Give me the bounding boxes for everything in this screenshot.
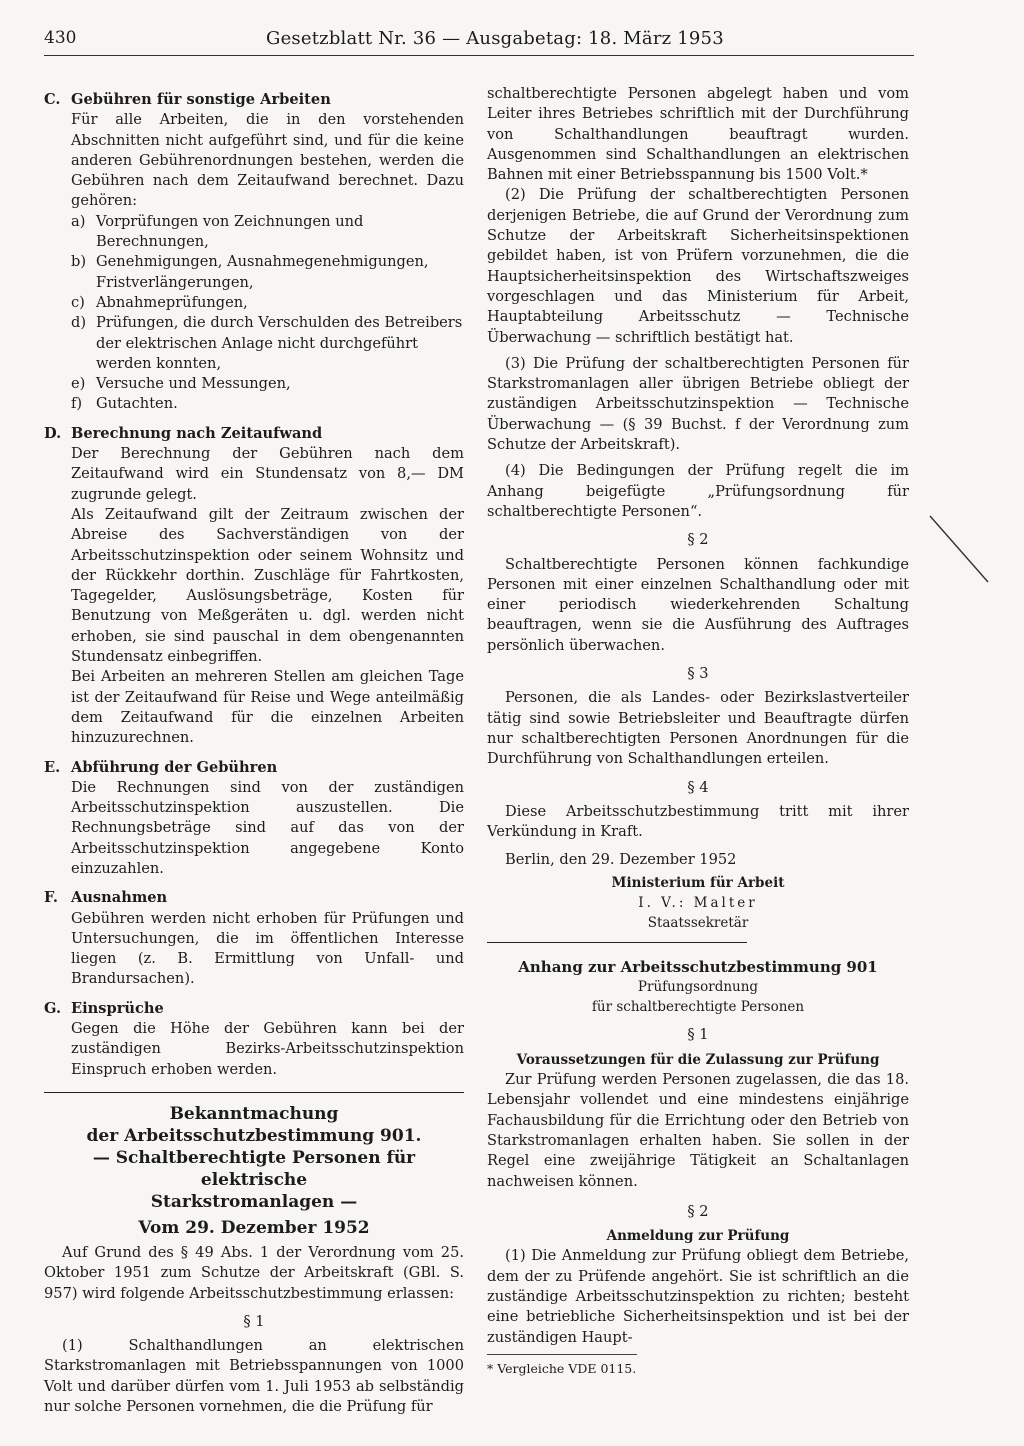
section-d-para-2: Als Zeitaufwand gilt der Zeitraum zwischen der Abreise des Sachverständigen von der Arbeitsschutzinspektion oder seinem Wohnsitz und der Rückkehr dorthin. Zuschläge für Fahrtkosten, Tagegelder, Auslösungsbeträge, Kosten für Benutzung von Meßgeräten u. dgl. werden nicht erhoben, sie sind pauschal in dem obengenannten Stundensatz einbegriffen. [71,505,464,666]
annex-subtitle-1: Prüfungsordnung [637,978,759,995]
section-heading-f: F. Ausnahmen [44,889,168,907]
annex-paragraph-sign-1: § 1 [687,1026,709,1044]
annex-paragraph-sign-2: § 2 [687,1202,709,1220]
header-rule [44,55,914,56]
footnote-rule [487,1354,637,1355]
annex-paragraph-1-heading: Voraussetzungen für die Zulassung zur Prüfung [516,1051,880,1068]
list-item-c: c) Abnahmeprüfungen, [71,293,248,311]
page-header [44,28,964,52]
paragraph-sign-2: § 2 [687,531,709,549]
footnote: * Vergleiche VDE 0115. [487,1360,637,1376]
list-item-f: f) Gutachten. [71,395,178,413]
annex-title: Anhang zur Arbeitsschutzbestimmung 901 [518,957,878,976]
signature-divider [487,942,747,943]
paragraph-4-text: Diese Arbeitsschutzbestimmung tritt mit ihrer Verkündung in Kraft. [487,802,909,841]
section-heading-c: C. Gebühren für sonstige Arbeiten [44,91,331,108]
announcement-intro: Auf Grund des § 49 Abs. 1 der Verordnung vom 25. Oktober 1951 zum Schutze der Arbeitskraft (GBl. S. 957) wird folgende Arbeitsschutzbestimmung erlassen: [44,1243,464,1302]
list-item-e: e) Versuche und Messungen, [71,375,291,393]
place-date: Berlin, den 29. Dezember 1952 [505,851,737,869]
section-f-para: Gebühren werden nicht erhoben für Prüfungen und Untersuchungen, die im öffentlichen Interesse liegen (z. B. Ermittlung von Unfall- und Brandursachen). [71,909,464,988]
list-item-a: a) Vorprüfungen von Zeichnungen und Berechnungen, [71,212,364,251]
page-number: 430 [44,28,77,48]
list-item-b: b) Genehmigungen, Ausnahmegenehmigungen, Fristverlängerungen, [71,253,429,291]
annex-paragraph-1-text: Zur Prüfung werden Personen zugelassen, die das 18. Lebensjahr vollendet und eine mindestens einjährige Fachausbildung für die Errichtung oder den Betrieb von Starkstromanlagen erhalten haben. Sie sollen in der Regel eine zweijährige Tätigkeit an Schaltanlagen nachweisen können. [487,1071,909,1190]
section-heading-g: G. Einsprüche [44,999,164,1017]
section-heading-e: E. Abführung der Gebühren [44,758,278,776]
right-column [487,84,909,1379]
paragraph-1-continued: schaltberechtigte Personen abgelegt haben und vom Leiter ihres Betriebes schriftlich mit der Durchführung von Schalthandlungen beauftragt wurden. Ausgenommen sind Schalthandlungen an elektrischen Bahnen mit einer Betriebsspannung bis 1500 Volt.* [487,85,909,184]
ministry-name: Ministerium für Arbeit [611,874,785,891]
section-g-para: Gegen die Höhe der Gebühren kann bei der zuständigen Bezirks-Arbeitsschutzinspektion Einspruch erhoben werden. [71,1020,464,1078]
section-divider [44,1092,464,1093]
paragraph-sign-1: § 1 [243,1312,265,1330]
section-c-intro: Für alle Arbeiten, die in den vorstehenden Abschnitten nicht aufgeführt sind, und für die keine anderen Gebührenordnungen bestehen, werden die Gebühren nach dem Zeitaufwand berechnet. Dazu gehören: [71,111,464,210]
signer-title: Staatssekretär [647,915,749,932]
header-title: Gesetzblatt Nr. 36 — Ausgabetag: 18. März 1953 [266,28,724,49]
section-d-para-1: Der Berechnung der Gebühren nach dem Zeitaufwand wird ein Stundensatz von 8,— DM zugrunde gelegt. [71,445,464,503]
paragraph-3-text: Personen, die als Landes- oder Bezirkslastverteiler tätig sind sowie Betriebsleiter und Beauftragte dürfen nur schaltberechtigten Personen Anordnungen für die Durchführung von Schalthandlungen erteilen. [487,689,909,768]
paragraph-1-sub-4: (4) Die Bedingungen der Prüfung regelt die im Anhang beigefügte „Prüfungsordnung für schaltberechtigte Personen“. [487,462,909,520]
paragraph-1-sub-3: (3) Die Prüfung der schaltberechtigten Personen für Starkstromanlagen aller übrigen Betriebe obliegt der zuständigen Arbeitsschutzinspektion — Technische Überwachung — (§ 39 Buchst. f der Verordnung zum Schutze der Arbeitskraft). [487,354,909,454]
section-d-para-3: Bei Arbeiten an mehreren Stellen am gleichen Tage ist der Zeitaufwand für Reise und Wege anteilmäßig dem Zeitaufwand für die einzelnen Arbeiten hinzuzurechnen. [71,668,464,747]
margin-pencil-mark [926,510,996,590]
announcement-title: Bekanntmachung der Arbeitsschutzbestimmung 901. — Schaltberechtigte Personen für elektrische Starkstromanlagen — Vom 29. Dezember 1952 [86,1103,422,1238]
annex-subtitle-2: für schaltberechtigte Personen [591,999,805,1016]
section-heading-d: D. Berechnung nach Zeitaufwand [44,424,323,442]
signer-name: I. V.: Malter [638,894,758,911]
paragraph-sign-4: § 4 [687,778,709,796]
paragraph-sign-3: § 3 [687,665,709,683]
annex-paragraph-2-heading: Anmeldung zur Prüfung [606,1228,790,1245]
annex-paragraph-2-text: (1) Die Anmeldung zur Prüfung obliegt dem Betriebe, dem der zu Prüfende angehört. Sie ist schriftlich an die zuständige Arbeitsschutzinspektion zu richten; besteht eine betriebliche Sicherheitsinspektion und ist bei der zuständigen Haupt- [487,1247,909,1346]
left-column [44,84,464,1417]
section-e-para: Die Rechnungen sind von der zuständigen Arbeitsschutzinspektion auszustellen. Die Rechnungsbeträge sind auf das von der Arbeitsschutzinspektion angegebene Konto einzuzahlen. [71,778,464,877]
paragraph-1-text: (1) Schalthandlungen an elektrischen Starkstromanlagen mit Betriebsspannungen von 1000 Volt und darüber dürfen vom 1. Juli 1953 ab selbständig nur solche Personen vornehmen, die die Prüfung für [44,1337,464,1416]
list-item-d: d) Prüfungen, die durch Verschulden des Betreibers der elektrischen Anlage nicht durchgeführt werden konnten, [71,314,463,372]
paragraph-2-text: Schaltberechtigte Personen können fachkundige Personen mit einer einzelnen Schalthandlung oder mit einer periodisch wiederkehrenden Schaltung beauftragen, wenn sie die Ausführung des Auftrages persönlich überwachen. [487,555,909,654]
paragraph-1-sub-2: (2) Die Prüfung der schaltberechtigten Personen derjenigen Betriebe, die auf Grund der Verordnung zum Schutze der Arbeitskraft Sicherheitsinspektionen gebildet haben, ist von Prüfern vorzunehmen, die die Hauptsicherheitsinspektion des Wirtschaftszweiges vorgeschlagen und das Ministerium für Arbeit, Hauptabteilung Arbeitsschutz — Technische Überwachung — schriftlich bestätigt hat. [487,186,909,346]
